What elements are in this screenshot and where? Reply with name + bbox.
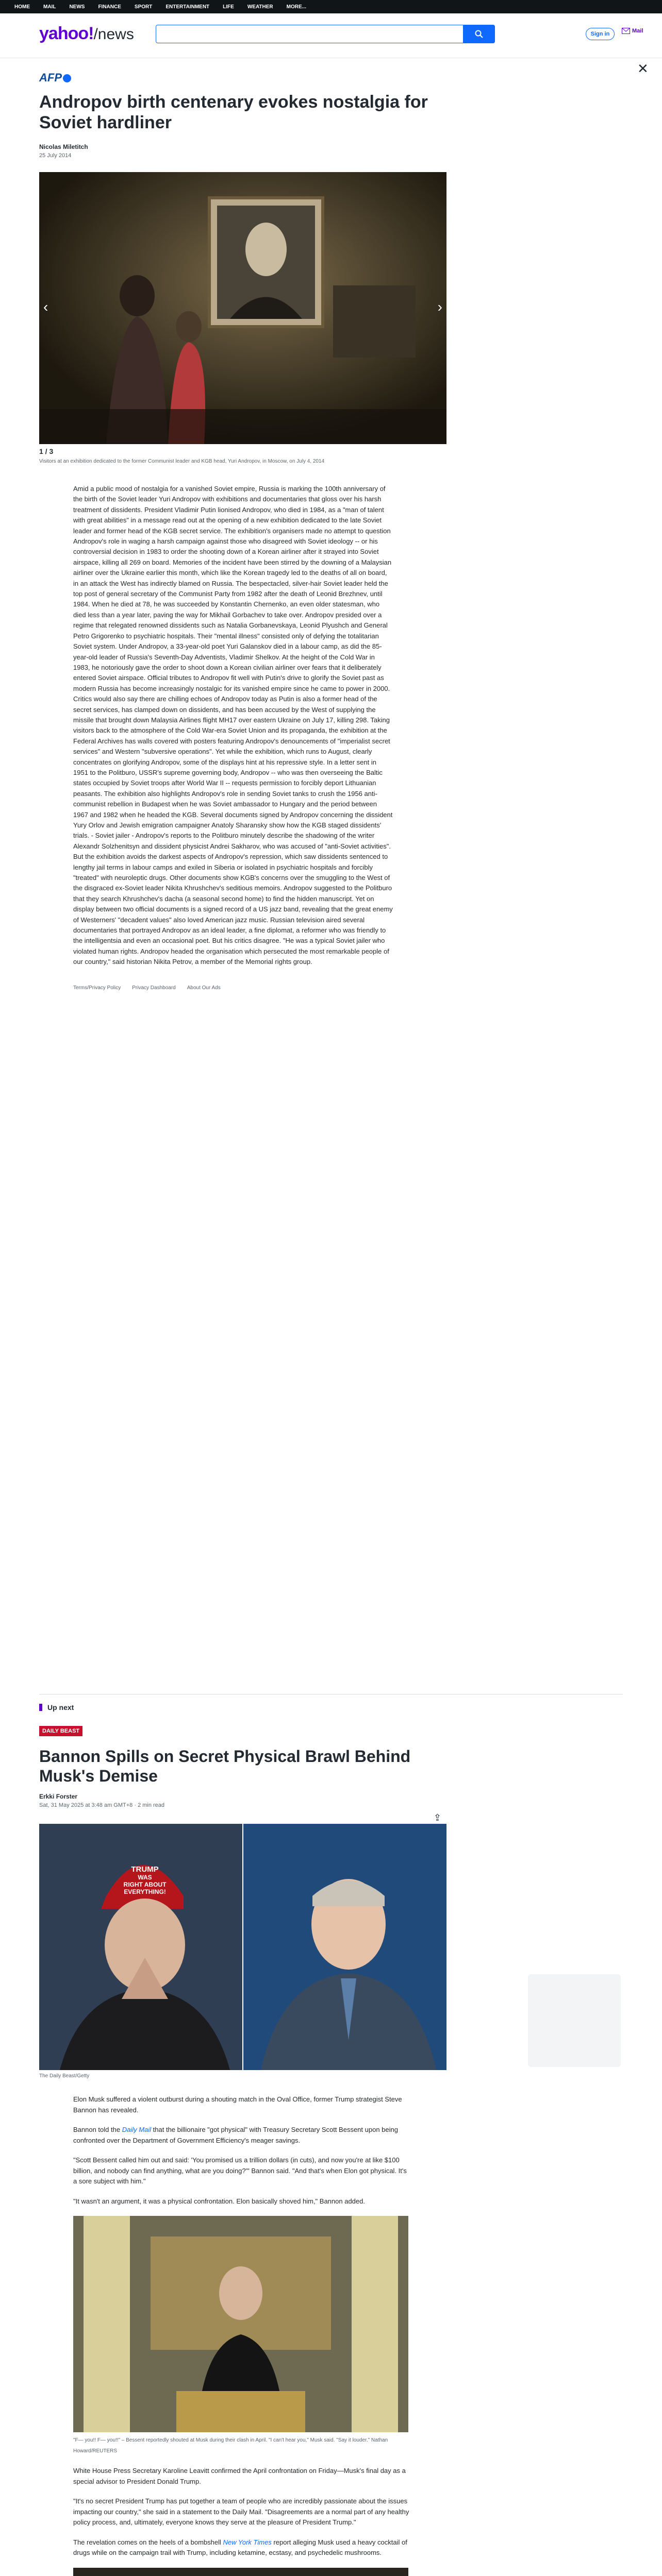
hat-line-3: RIGHT ABOUT: [123, 1881, 167, 1888]
new-york-times-link[interactable]: New York Times: [223, 2538, 272, 2546]
article-date: 25 July 2014: [39, 152, 72, 159]
topnav-sport[interactable]: SPORT: [134, 4, 153, 10]
topnav-weather[interactable]: WEATHER: [247, 4, 273, 10]
hat-line-2: WAS: [138, 1874, 152, 1881]
daily-beast-logo: DAILY BEAST: [39, 1726, 82, 1736]
article-body: Amid a public mood of nostalgia for a vanished Soviet empire, Russia is marking the 100th anniversary of the birth of the Soviet leader Yuri Andropov with exhibitions and documentaries that gloss over his harsh treatment of dissidents. President Vladimir Putin lionised Andropov, who died in 1984, as a "man of talent with great abilities" in a message read out at the opening of a new exhibition dedicated to the late Soviet leader and former head of the KGB secret service. The exhibition's organisers made no attempt to question Andropov's role in waging a harsh campaign against those who disagreed with Soviet ideology -- or his controversial decision in 1983 to order the shooting down of a Korean airliner after it strayed into Soviet airspace, killing all 269 on board. Memories of the incident have been stirred by the downing of a Malaysian airliner over the Ukraine earlier this month, which like the Korean tragedy led to the deaths of all on board, in an attack the West has indirectly blamed on Russia. The bespectacled, silver-hair Soviet leader held the top post of general secretary of the Communist Party from 1982 after the death of Leonid Brezhnev, until 1984. When he died at 78, he was succeeded by Konstantin Chernenko, an even older statesman, who died less than a year later, paving the way for Mikhail Gorbachev to take over. Andropov presided over a regime that relegated renowned dissidents such as Natalia Gorbanevskaya, Leonid Plyushch and General Petro Grigorenko to psychiatric hospitals. Their "mental illness" consisted only of defying the totalitarian Soviet system. Under Andropov, a 33-year-old poet Yuri Galanskov died in a labour camp, as did the 85-year-old leader of Russia's Seventh-Day Adventists, Vladimir Shelkov. At the height of the Cold War in 1983, he notoriously gave the order to shoot down a Korean civilian airliner over fears that it deliberately entered Soviet airspace. Official tributes to Andropov fit well with Putin's drive to glorify the Soviet past as modern Russia has become increasingly nostalgic for its vanished empire since he came to power in 2000. Critics would also say there are chilling echoes of Andropov today as Putin is also a former head of the secret services, has clamped down on dissidents, and has been accused by the West of supplying the missile that brought down Malaysia Airlines flight MH17 over eastern Ukraine on July 17, killing 298. Taking visitors back to the atmosphere of the Cold War-era Soviet Union and its propaganda, the exhibition at the Federal Archives has walls covered with posters featuring Andropov's denouncements of "imperialist secret services" and Western "subversive operations". Yet while the exhibition, which runs to August, clearly concentrates on glorifying Andropov, some of the displays hint at his repressive style. In a letter sent in 1951 to the Politburo, USSR's supreme governing body, Andropov -- who was then overseeing the Baltic states occupied by Soviet troops after World War II -- requests permission to forcibly deport Lithuanian peasants. The exhibition also highlights Andropov's role in sending Soviet tanks to crush the 1956 anti-communist rebellion in Budapest when he was Soviet ambassador to Hungary and the period between 1967 and 1982 when he headed the KGB. Several documents signed by Andropov concerning the dissident Yury Orlov and Jewish emigration campaigner Anatoly Sharansky show how the KGB staged dissidents' trials. - Soviet jailer - Andropov's reports to the Politburo minutely describe the shadowing of the writer Alexandr Solzhenitsyn and dissident physicist Andrei Sakharov, who was accused of "anti-Soviet activities". But the exhibition avoids the darkest aspects of Andropov's repression, which saw dissidents sentenced to lengthy jail terms in labour camps and exiled in Siberia or isolated in psychiatric hospitals and forcibly "treated" with neuroleptic drugs. Other documents show KGB's concerns over the smuggling to the West of the disgraced ex-Soviet leader Nikita Khrushchev's seditious memoirs. Andropov suggested to the Politburo that they search Khrushchev's dacha (a seasonal second home) to find the hidden manuscript. Yet on display between two official documents is a signed record of a US jazz band, revealing that the great enemy of Westerners' "decadent values" also loved American jazz music. Russian television aired several documentaries that portrayed Andropov as an ideal leader, a fine diplomat, a reformer who was friendly to the intelligentsia and even an occasional poet. But his critics disagree. "He was a typical Soviet jailer who violated human rights. Andropov headed the organisation which persecuted the most remarkable people of our country," said historian Nikita Petrov, a member of the Memorial rights group.: [73, 485, 393, 966]
topnav-home[interactable]: HOME: [14, 4, 30, 10]
topnav-more[interactable]: MORE...: [286, 4, 306, 10]
topnav-finance[interactable]: FINANCE: [98, 4, 121, 10]
next-article-body: [39, 2094, 411, 2576]
sign-in-button[interactable]: Sign in: [586, 28, 615, 40]
close-icon[interactable]: ✕: [637, 61, 649, 76]
paragraph: "Scott Bessent called him out and said: 'You promised us a trillion dollars (in cuts), and now you're at like $100 billion, and nobody can find anything, what are you doing?'" Bannon said. "And that's when Elon got physical. It's a sore subject with him.": [73, 2156, 407, 2185]
mail-link[interactable]: [622, 28, 643, 34]
daily-mail-link[interactable]: Daily Mail: [122, 2126, 152, 2133]
inset-photo: [73, 2216, 408, 2432]
search-icon: [475, 30, 483, 38]
source-logo: AFP: [39, 71, 446, 84]
up-next-heading: Up next: [39, 1703, 74, 1711]
paragraph: "It's no secret President Trump has put together a team of people who are incredibly passionate about the issues impacting our country," she said in a statement to the Daily Mail. "Disagreements are a normal part of any healthy policy process, and, ultimately, everyone knows they serve at the pleasure of President Trump.": [73, 2497, 409, 2526]
hat-line-1: TRUMP: [131, 1865, 159, 1874]
yahoo-news-logo[interactable]: yahoo!/news: [39, 24, 134, 43]
exhibition-image: [39, 172, 446, 444]
share-icon[interactable]: ⇪: [433, 1812, 441, 1823]
paragraph: Elon Musk suffered a violent outburst during a shouting match in the Oval Office, former Trump strategist Steve Bannon has revealed.: [73, 2095, 402, 2114]
topnav-entertainment[interactable]: ENTERTAINMENT: [166, 4, 210, 10]
topnav-life[interactable]: LIFE: [223, 4, 234, 10]
topnav-mail[interactable]: MAIL: [43, 4, 56, 10]
photo-caption: Visitors at an exhibition dedicated to the former Communist leader and KGB head, Yuri Andropov, in Moscow, on July 4, 2014: [39, 459, 325, 464]
next-article-photo-caption: The Daily Beast/Getty: [39, 2073, 90, 2079]
photo-counter: 1 / 3: [39, 447, 54, 455]
next-article: [39, 1726, 446, 2576]
privacy-dashboard-link[interactable]: Privacy Dashboard: [132, 985, 176, 991]
site-header: [0, 13, 662, 58]
close-up-image: [73, 2568, 408, 2576]
oval-office-image: [73, 2216, 408, 2432]
advertisement-placeholder[interactable]: [528, 1974, 621, 2067]
inset-photo-2: [73, 2568, 408, 2576]
search-box: [156, 25, 495, 43]
next-article-meta: Sat, 31 May 2025 at 3:48 am GMT+8 · 2 min read: [39, 1802, 165, 1808]
article-author[interactable]: Nicolas Miletitch: [39, 143, 88, 150]
top-nav-bar: [0, 0, 662, 13]
topnav-news[interactable]: NEWS: [69, 4, 85, 10]
terms-link[interactable]: Terms/Privacy Policy: [73, 985, 121, 991]
paragraph: White House Press Secretary Karoline Leavitt confirmed the April confrontation on Friday—Musk's final day as a special advisor to President Donald Trump.: [73, 2467, 406, 2485]
next-photo-arrow[interactable]: ›: [437, 299, 442, 315]
hat-line-4: EVERYTHING!: [124, 1888, 166, 1895]
article-photo: [39, 172, 446, 444]
paragraph: "It wasn't an argument, it was a physical confrontation. Elon basically shoved him," Bannon added.: [73, 2197, 365, 2205]
musk-bessent-image: [39, 1824, 446, 2070]
next-article-author[interactable]: Erkki Forster: [39, 1793, 78, 1800]
next-article-title[interactable]: Bannon Spills on Secret Physical Brawl Behind Musk's Demise: [39, 1747, 411, 1785]
footer-links: [39, 985, 446, 991]
mail-label: Mail: [632, 28, 643, 34]
article-main: [39, 71, 446, 991]
paragraph: The revelation comes on the heels of a bombshell New York Times report alleging Musk used a heavy cocktail of drugs while on the campaign trail with Trump, including ketamine, ecstasy, and psychedelic mushrooms.: [73, 2538, 407, 2556]
article-title: Andropov birth centenary evokes nostalgia for Soviet hardliner: [39, 92, 428, 132]
next-article-photo: [39, 1824, 446, 2070]
mail-icon: [622, 28, 630, 34]
inset-photo-caption: "F— you!! F— you!!" – Bessent reportedly shouted at Musk during their clash in April. "I can't hear you," Musk said. "Say it louder." Nathan Howard/REUTERS: [73, 2437, 388, 2454]
about-ads-link[interactable]: About Our Ads: [187, 985, 221, 991]
prev-photo-arrow[interactable]: ‹: [43, 299, 48, 315]
paragraph: Bannon told the Daily Mail that the billionaire "got physical" with Treasury Secretary Scott Bessent upon being confronted over the Department of Government Efficiency's meager savings.: [73, 2126, 398, 2144]
search-button[interactable]: [463, 25, 495, 43]
search-input[interactable]: [161, 25, 468, 43]
